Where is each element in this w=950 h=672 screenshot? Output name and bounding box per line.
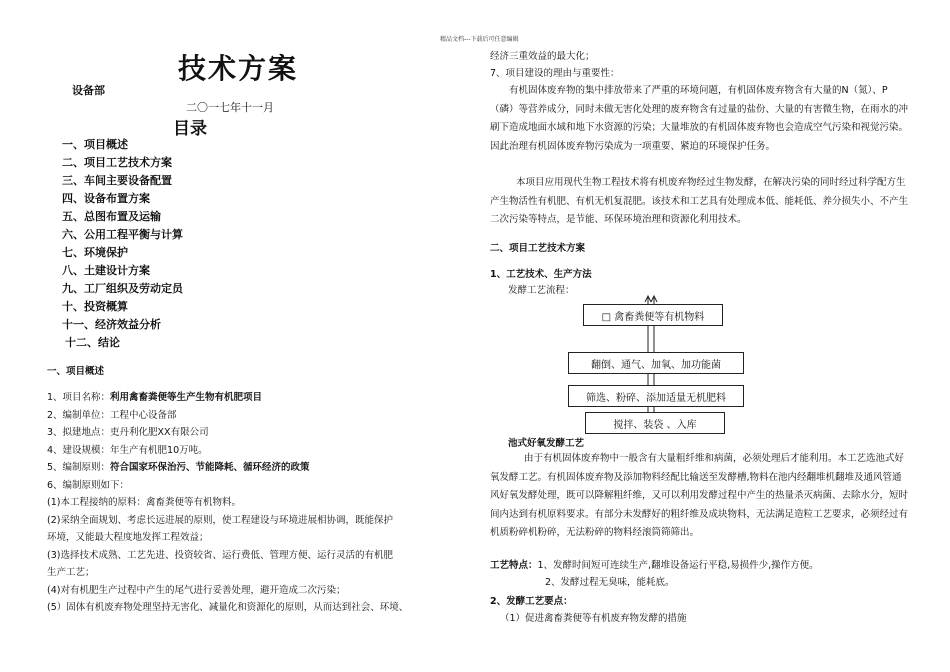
- section-1-heading: 一、项目概述: [47, 366, 105, 377]
- features-line-1: 工艺特点：1、发酵时间短可连续生产,翻堆设备运行平稳,易损件少,操作方便。: [490, 560, 819, 571]
- principle-line: 生产工艺；: [47, 567, 95, 578]
- section-2-heading: 二、项目工艺技术方案: [490, 243, 586, 254]
- flow-step-screening: 筛选、粉碎、添加适量无机肥料: [568, 385, 744, 407]
- toc-item[interactable]: 七、环境保护: [62, 246, 128, 259]
- info-line: 6、编制原则如下：: [47, 479, 130, 491]
- toc-heading: 目录: [173, 119, 207, 139]
- subsection-1-heading: 1、工艺技术、生产方法: [490, 269, 592, 280]
- department: 设备部: [72, 84, 105, 97]
- document-date: 二〇一七年十一月: [186, 101, 274, 114]
- flow-step-packaging: 搅拌、装袋 、入库: [585, 412, 725, 434]
- principle-line: (5）固体有机废弃物处理坚持无害化、减量化和资源化的原则，从而达到社会、环境、: [47, 602, 409, 613]
- toc-item[interactable]: 十二、结论: [65, 336, 120, 349]
- principle-line: (4)对有机肥生产过程中产生的尾气进行妥善处理，避开造成二次污染；: [47, 584, 346, 596]
- subsection-2-heading: 2、发酵工艺要点：: [490, 596, 573, 607]
- info-line: 4、建设规模：年生产有机肥10万吨。: [47, 444, 208, 456]
- right-line-2: 7、项目建设的理由与重要性：: [490, 68, 620, 79]
- toc-item[interactable]: 十一、经济效益分析: [62, 318, 161, 331]
- toc-item[interactable]: 一、项目概述: [62, 138, 128, 151]
- pool-process-paragraph: 由于有机固体废弃物中一般含有大量粗纤维和病菌，必须处理后才能利用。本工艺选池式好氧发酵工艺。有机固体废弃物及添加物料经配比输送至发酵槽,物料在池内经翻堆机翻堆及通风管通风好氧发酵处理，既可以降解粗纤维，又可以利用发酵过程中产生的热量杀灭病菌、去除水分，短时间内达到有机原料要求。有部分未发酵好的粗纤维及成块物料，无法满足造粒工艺要求，必须经过有机质粉碎机粉碎，无法粉碎的物料经滚筒筛筛出。: [490, 453, 909, 538]
- toc-item[interactable]: 九、工厂组织及劳动定员: [62, 282, 183, 295]
- flow-step-fermentation: 翻倒、通气、加氧、加功能菌: [568, 352, 744, 374]
- info-line: 5、编制原则：符合国家环保治污、节能降耗、循环经济的政策: [47, 462, 310, 473]
- toc-item[interactable]: 十、投资概算: [62, 300, 128, 313]
- header-note: 精品文档---下载后可任意编辑: [440, 36, 519, 43]
- principle-line: 环境，又能最大程度地发挥工程效益；: [47, 532, 209, 543]
- project-info: [47, 389, 408, 617]
- info-line: 1、项目名称：利用禽畜粪便等生产生物有机肥项目: [47, 392, 263, 403]
- toc-item[interactable]: 五、总图布置及运输: [62, 210, 161, 223]
- toc-item[interactable]: 八、土建设计方案: [62, 264, 150, 277]
- flow-label: 发酵工艺流程：: [508, 285, 575, 296]
- toc-item[interactable]: 六、公用工程平衡与计算: [62, 228, 183, 241]
- page-title: 技术方案: [178, 52, 299, 85]
- technology-paragraph: 本项目应用现代生物工程技术将有机废弃物经过生物发酵，在解决污染的同时经过科学配方生产生物活性有机肥、有机无机复混肥。该技术和工艺具有处理成本低、能耗低、养分损失小、不产生二次污染等特点，是节能、环保环境治理和资源化利用技术。: [490, 177, 909, 225]
- flow-step-raw-material: □ 禽畜粪便等有机物料: [583, 304, 723, 326]
- info-line: 3、拟建地点：吏丹利化肥XX有限公司: [47, 427, 209, 438]
- principle-line: (3)选择技术成熟、工艺先进、投资较省、运行费低、管理方便、运行灵活的有机肥: [47, 549, 393, 561]
- pool-process-title: 池式好氧发酵工艺: [508, 438, 585, 449]
- features-line-2: 2、发酵过程无臭味，能耗底。: [545, 577, 675, 588]
- info-line: 2、编制单位：工程中心设备部: [47, 409, 177, 421]
- importance-paragraph: 有机固体废弃物的集中排放带来了严重的环境问题，有机固体废弃物含有大量的N（氮）、P（磷）等营养成分，同时未做无害化处理的废弃物含有过量的盐份、大量的有害微生物，在雨水的冲刷下造成地面水域和地下水资源的污染；大量堆放的有机固体废弃物也会造成空气污染和视觉污染。因此治理有机固体废弃物污染成为一项重要、紧迫的环境保护任务。: [490, 85, 909, 152]
- point-1: （1）促进禽畜粪便等有机废弃物发酵的措施: [500, 613, 687, 624]
- toc-item[interactable]: 三、车间主要设备配置: [62, 174, 172, 187]
- principle-line: (2)采纳全面规划、考虑长远进展的原则，使工程建设与环境进展相协调，既能保护: [47, 514, 393, 526]
- principle-line: (1)本工程接纳的原料：禽畜粪便等有机物料。: [47, 497, 241, 508]
- table-of-contents: [62, 136, 183, 352]
- toc-item[interactable]: 四、设备布置方案: [62, 192, 150, 205]
- right-line-1: 经济三重效益的最大化；: [490, 51, 595, 62]
- toc-item[interactable]: 二、项目工艺技术方案: [62, 156, 172, 169]
